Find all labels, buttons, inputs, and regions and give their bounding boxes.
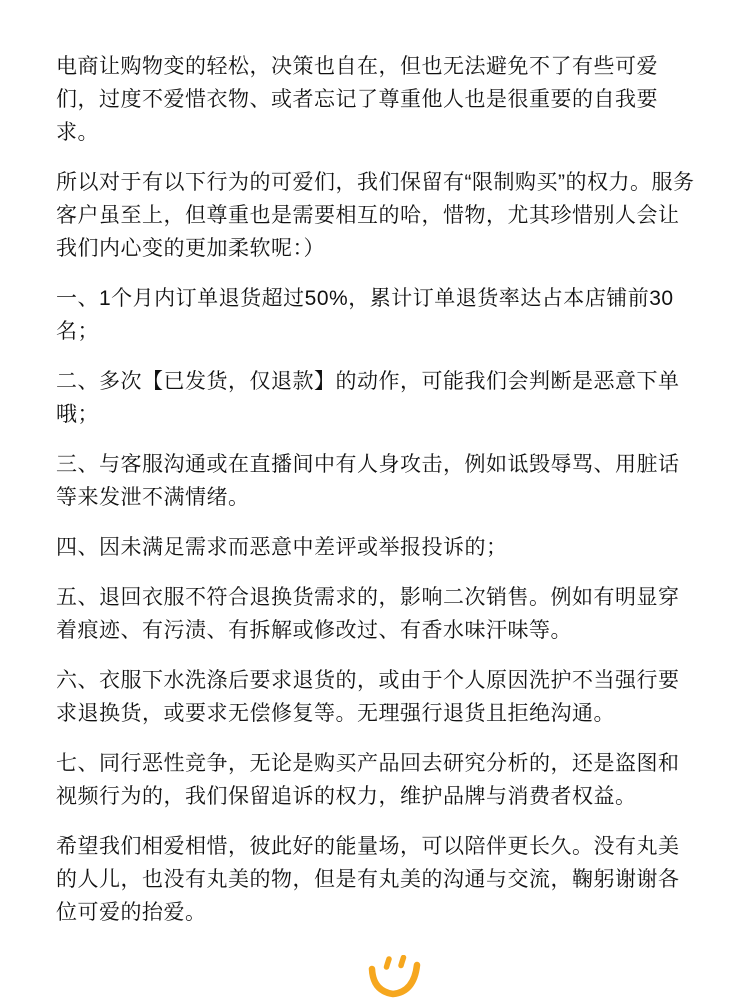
rule-item-3: 三、与客服沟通或在直播间中有人身攻击，例如诋毁辱骂、用脏话等来发泄不满情绪。 <box>56 453 680 509</box>
smiley-icon <box>56 955 698 1003</box>
rule-item-5: 五、退回衣服不符合退换货需求的，影响二次销售。例如有明显穿着痕迹、有污渍、有拆解或修改过、有香水味汗味等。 <box>56 586 680 642</box>
rule-item-4: 四、因未满足需求而恶意中差评或举报投诉的； <box>56 536 508 559</box>
paragraph-intro-shopping: 电商让购物变的轻松，决策也自在，但也无法避免不了有些可爱们，过度不爱惜衣物、或者忘记了尊重他人也是很重要的自我要求。 <box>56 55 658 144</box>
paragraph-intro-policy: 所以对于有以下行为的可爱们，我们保留有“限制购买”的权力。服务客户虽至上，但尊重也是需要相互的哈，惜物，尤其珍惜别人会让我们内心变的更加柔软呢：） <box>56 171 695 260</box>
smiley-mouth <box>372 965 417 994</box>
rule-item-2: 二、多次【已发货，仅退款】的动作，可能我们会判断是恶意下单哦； <box>56 370 680 426</box>
rule-item-1: 一、1个月内订单退货超过50%，累计订单退货率达占本店铺前30名； <box>56 287 674 343</box>
smiley-right-eye <box>401 958 404 966</box>
rule-item-6: 六、衣服下水洗涤后要求退货的，或由于个人原因洗护不当强行要求退换货，或要求无偿修复等。无理强行退货且拒绝沟通。 <box>56 669 680 725</box>
paragraph-closing: 希望我们相爱相惜，彼此好的能量场，可以陪伴更长久。没有丸美的人儿，也没有丸美的物，但是有丸美的沟通与交流，鞠躬谢谢各位可爱的抬爱。 <box>56 835 680 924</box>
rule-item-7: 七、同行恶性竞争，无论是购买产品回去研究分析的，还是盗图和视频行为的，我们保留追诉的权力，维护品牌与消费者权益。 <box>56 752 680 808</box>
smiley-left-eye <box>387 959 390 967</box>
